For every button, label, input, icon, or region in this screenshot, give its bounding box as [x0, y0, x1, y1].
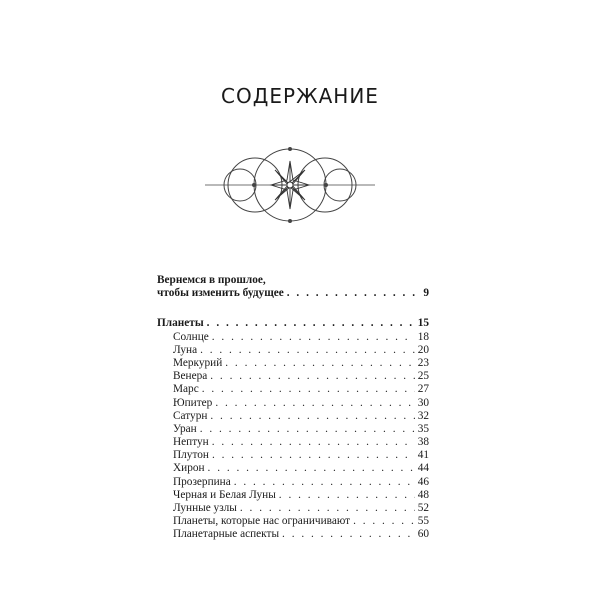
toc-entry[interactable]	[157, 410, 429, 423]
table-of-contents	[157, 274, 429, 542]
toc-entry-label: Нептун	[173, 436, 209, 449]
toc-entry-page: 48	[417, 488, 429, 501]
toc-entry[interactable]	[157, 370, 429, 383]
toc-entry-page: 32	[417, 409, 429, 422]
toc-entry-page: 46	[417, 475, 429, 488]
toc-entry[interactable]	[157, 423, 429, 436]
toc-intro-line1: Вернемся в прошлое,	[157, 274, 266, 286]
toc-entry-page: 35	[417, 422, 429, 435]
toc-section-planets[interactable]	[157, 317, 429, 330]
toc-entry[interactable]	[157, 528, 429, 541]
toc-entry-label: Хирон	[173, 462, 205, 475]
toc-entry-page: 60	[417, 528, 429, 541]
toc-entry-intro[interactable]	[157, 287, 429, 300]
toc-entry-page: 44	[417, 462, 429, 475]
toc-section-page: 15	[417, 317, 429, 330]
leader-dots	[234, 476, 415, 489]
toc-entry[interactable]	[157, 489, 429, 502]
toc-entry-label: Венера	[173, 370, 208, 383]
moon-phases-star-ornament-icon	[205, 140, 375, 230]
toc-entry[interactable]	[157, 476, 429, 489]
toc-entry[interactable]	[157, 344, 429, 357]
leader-dots	[200, 423, 415, 436]
toc-entry-label: Юпитер	[173, 396, 213, 409]
toc-entry-page: 18	[417, 330, 429, 343]
toc-entry-label: Плутон	[173, 449, 209, 462]
toc-entry[interactable]	[157, 436, 429, 449]
toc-entry-label: Черная и Белая Луны	[173, 488, 276, 501]
toc-entry[interactable]	[157, 462, 429, 475]
toc-entry-label: Прозерпина	[173, 475, 231, 488]
toc-entry-label: Планеты, которые нас ограничивают	[173, 515, 351, 528]
toc-entry[interactable]	[157, 397, 429, 410]
toc-entry-page: 20	[417, 343, 429, 356]
leader-dots	[353, 515, 415, 528]
toc-entry-label: Марс	[173, 383, 199, 396]
toc-entry-page: 38	[417, 436, 429, 449]
toc-section-label: Планеты	[157, 317, 204, 330]
leader-dots	[210, 370, 414, 383]
leader-dots	[212, 331, 415, 344]
leader-dots	[202, 383, 415, 396]
toc-entry-label: Меркурий	[173, 356, 223, 369]
leader-dots	[212, 449, 415, 462]
toc-entry[interactable]	[157, 515, 429, 528]
toc-entry-page: 9	[423, 287, 429, 300]
spacer	[157, 300, 429, 317]
toc-entry-label: Планетарные аспекты	[173, 528, 280, 541]
leader-dots	[212, 436, 415, 449]
toc-entry-page: 41	[417, 449, 429, 462]
leader-dots	[282, 528, 415, 541]
toc-entry[interactable]	[157, 449, 429, 462]
toc-entry-page: 30	[417, 396, 429, 409]
leader-dots	[287, 287, 421, 300]
toc-entry-page: 55	[417, 515, 429, 528]
toc-entry-page: 27	[417, 383, 429, 396]
toc-entry[interactable]	[157, 331, 429, 344]
toc-entry-label: Луна	[173, 343, 198, 356]
toc-entry-label: Сатурн	[173, 409, 208, 422]
leader-dots	[279, 489, 415, 502]
toc-entry[interactable]	[157, 383, 429, 396]
leader-dots	[240, 502, 415, 515]
leader-dots	[200, 344, 415, 357]
leader-dots	[210, 410, 414, 423]
leader-dots	[225, 357, 414, 370]
leader-dots	[207, 317, 415, 330]
toc-entry-label: Уран	[173, 422, 197, 435]
toc-entry[interactable]	[157, 357, 429, 370]
toc-entry-label: Солнце	[173, 330, 209, 343]
leader-dots	[208, 462, 415, 475]
toc-entry-label: Лунные узлы	[173, 502, 237, 514]
toc-entry-page: 52	[417, 502, 429, 514]
toc-entry-label: чтобы изменить будущее	[157, 287, 284, 300]
toc-entry[interactable]	[157, 502, 429, 515]
page-title: СОДЕРЖАНИЕ	[221, 84, 379, 108]
toc-entry-page: 23	[417, 356, 429, 369]
toc-entry-page: 25	[417, 370, 429, 383]
leader-dots	[215, 397, 414, 410]
